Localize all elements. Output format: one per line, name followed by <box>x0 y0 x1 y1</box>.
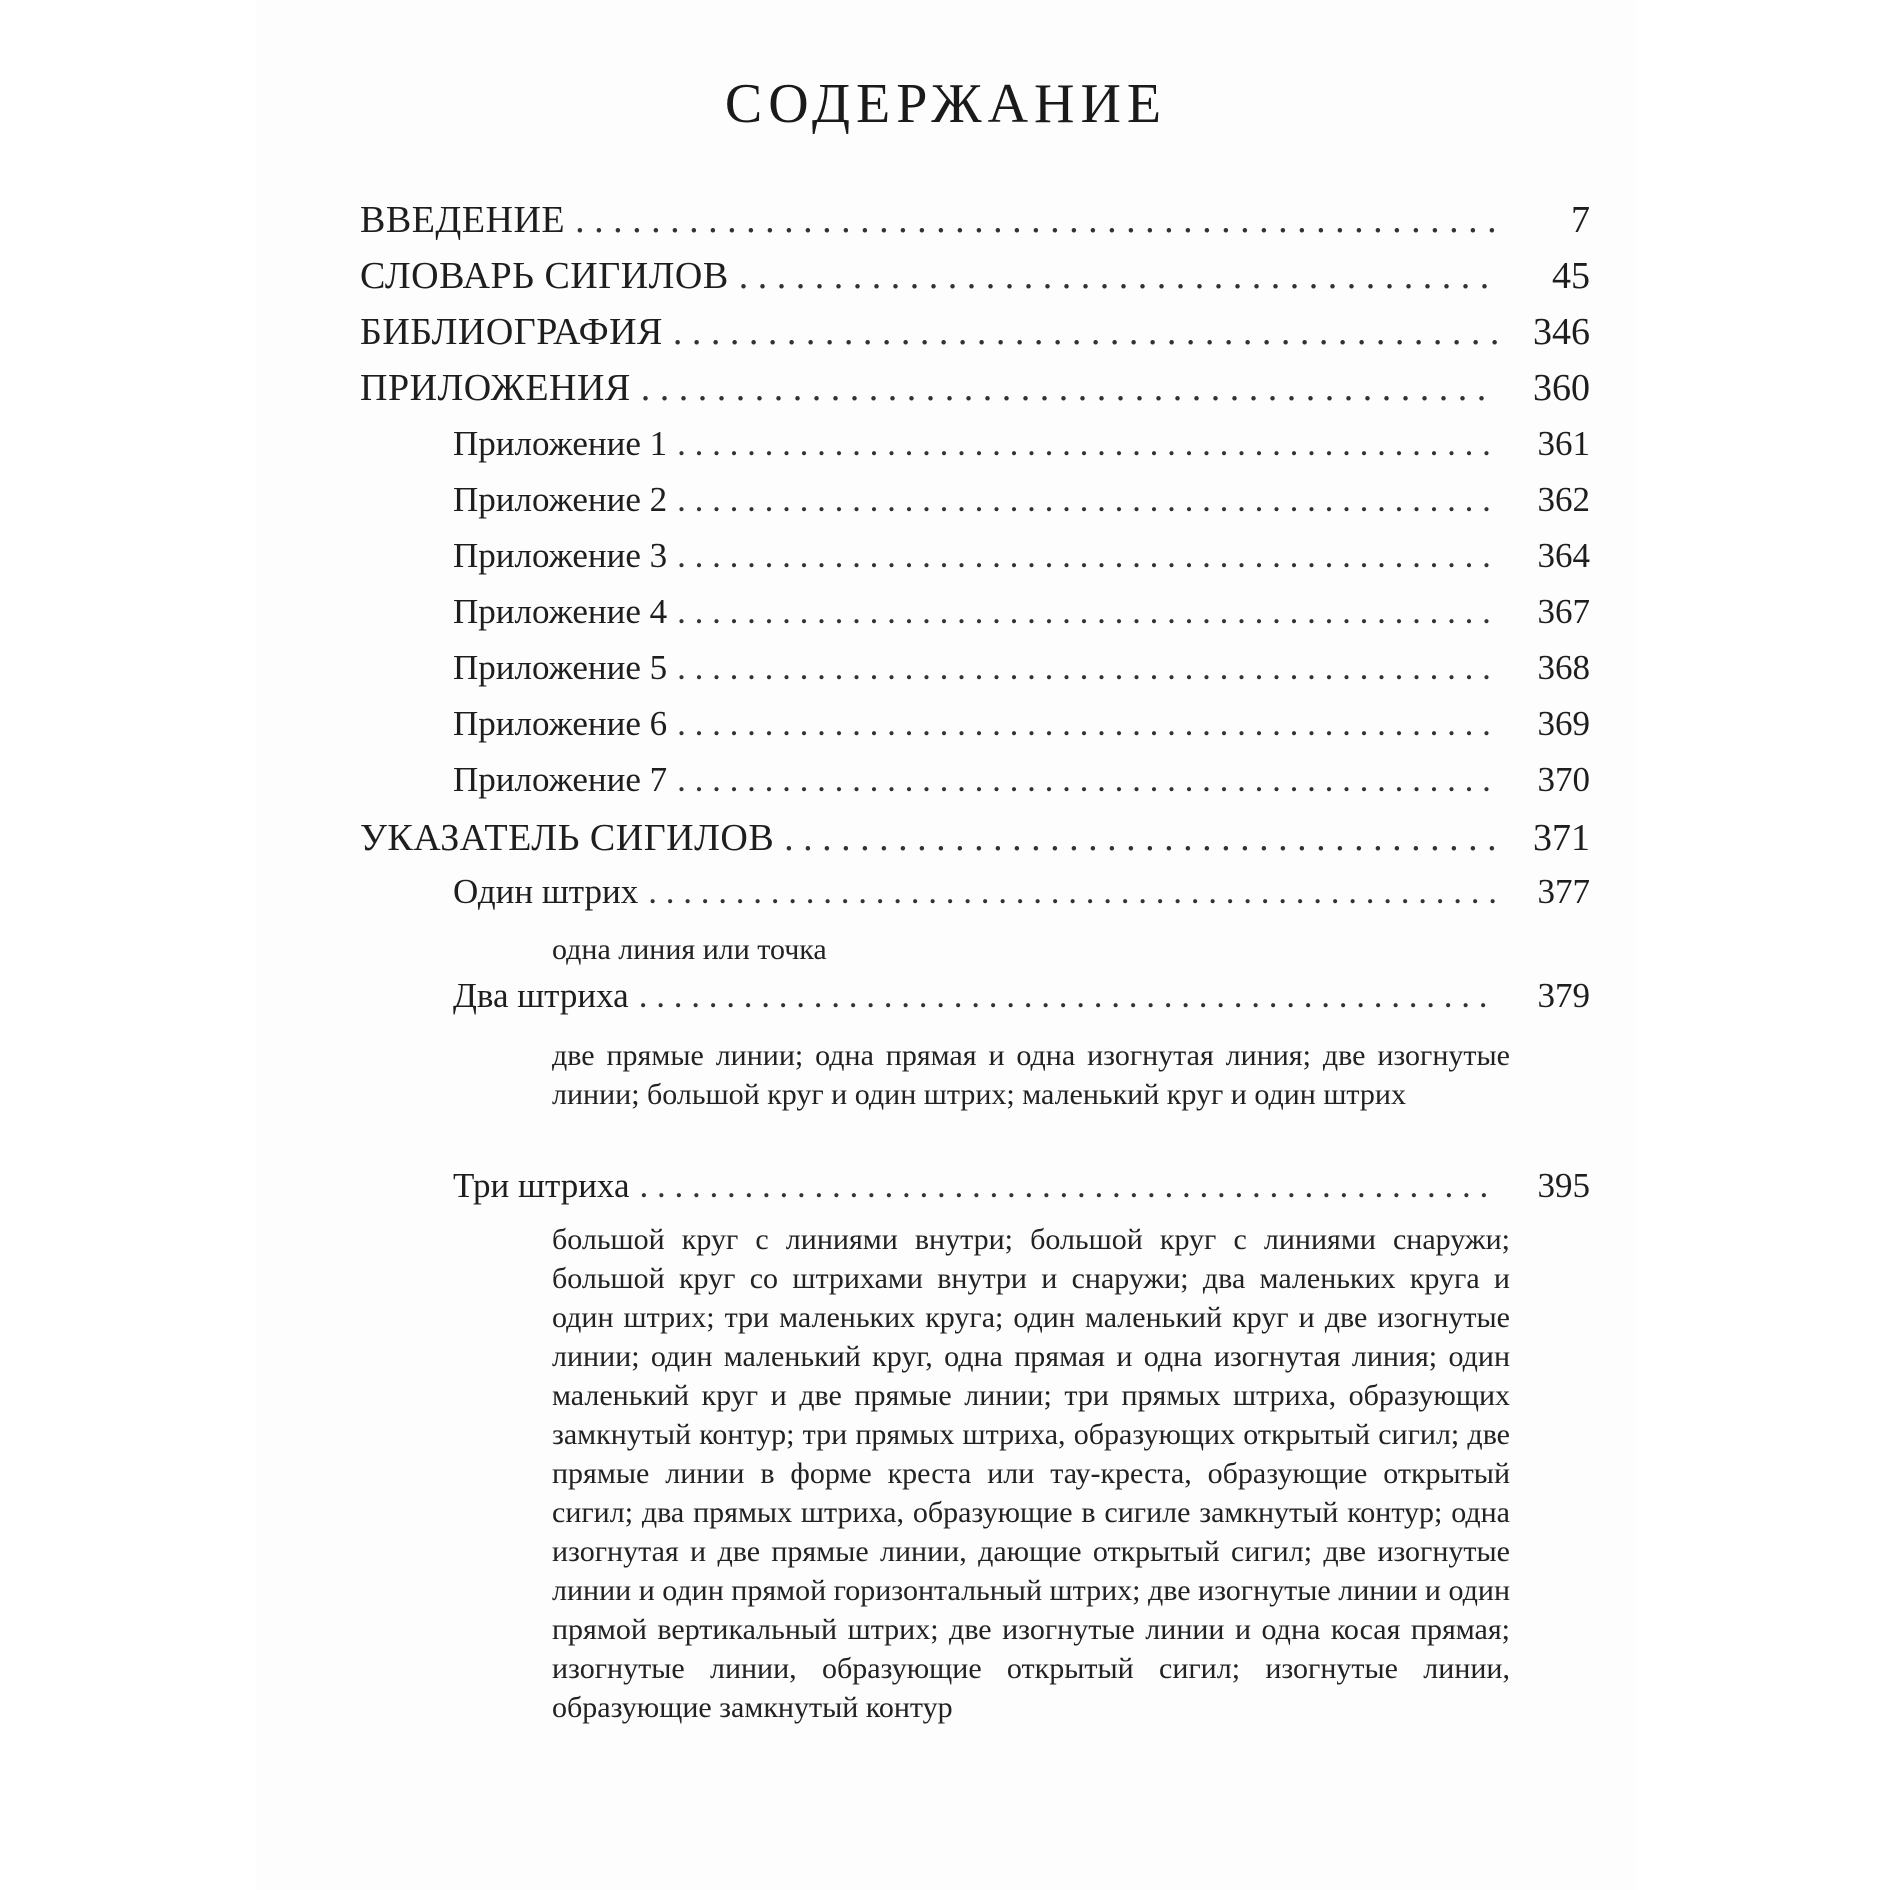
toc-entry-label: СЛОВАРЬ СИГИЛОВ <box>360 255 729 297</box>
toc-entry-page: 346 <box>1533 311 1590 353</box>
toc-entry-label: Приложение 2 <box>453 480 668 519</box>
toc-entry-label: Приложение 3 <box>453 536 668 575</box>
toc-entry-page: 360 <box>1533 367 1590 409</box>
toc-entry-label: Приложение 4 <box>453 592 668 631</box>
toc-entry-label: Три штриха <box>453 1166 630 1205</box>
toc-entry-label: Один штрих <box>453 872 639 911</box>
leader-dots <box>677 536 1498 576</box>
toc-entry-page: 367 <box>1537 592 1590 631</box>
leader-dots <box>677 704 1498 744</box>
toc-entry-appendix-5[interactable] <box>453 648 1590 688</box>
toc-entry-label: Приложение 1 <box>453 424 668 463</box>
leader-dots <box>677 648 1498 688</box>
leader-dots <box>673 310 1498 354</box>
toc-entry-appendix-6[interactable] <box>453 704 1590 744</box>
toc-entry-label: Приложение 7 <box>453 760 668 799</box>
toc-entry-appendix-7[interactable] <box>453 760 1590 800</box>
toc-entry-label: ВВЕДЕНИЕ <box>360 199 566 241</box>
toc-entry-page: 7 <box>1571 199 1590 241</box>
leader-dots <box>677 480 1498 520</box>
toc-entry-page: 395 <box>1537 1166 1590 1205</box>
toc-entry-two-strokes[interactable] <box>453 976 1590 1016</box>
leader-dots <box>575 198 1498 242</box>
leader-dots <box>648 872 1498 912</box>
toc-entry-appendix-2[interactable] <box>453 480 1590 520</box>
leader-dots <box>739 254 1498 298</box>
toc-entry-page: 368 <box>1537 648 1590 687</box>
toc-entry-page: 45 <box>1552 255 1590 297</box>
toc-entry-appendix-3[interactable] <box>453 536 1590 576</box>
toc-entry-three-strokes[interactable] <box>453 1166 1590 1206</box>
toc-entry-appendix-4[interactable] <box>453 592 1590 632</box>
leader-dots <box>640 1166 1498 1206</box>
leader-dots <box>639 976 1498 1016</box>
one-stroke-description: одна линия или точка <box>552 933 827 966</box>
toc-entry-label: ПРИЛОЖЕНИЯ <box>360 367 631 409</box>
leader-dots <box>784 816 1498 860</box>
toc-entry-one-stroke[interactable] <box>453 872 1590 912</box>
toc-entry-sigil-index[interactable] <box>360 816 1590 860</box>
toc-entry-introduction[interactable] <box>360 198 1590 242</box>
toc-entry-bibliography[interactable] <box>360 310 1590 354</box>
leader-dots <box>641 366 1498 410</box>
leader-dots <box>677 592 1498 632</box>
three-strokes-description: большой круг с линиями внутри; большой круг с линиями снаружи; большой круг со штрихами внутри и снаружи; два маленьких круга и один штрих; три маленьких круга; один маленький круг и две изогнутые линии; один маленький круг, одна прямая и одна изогнутая линия; один маленький круг и две прямые линии; три прямых штриха, образующих замкнутый контур; три прямых штриха, образующих открытый сигил; две прямые линии в форме креста или тау-креста, образующие открытый сигил; два прямых штриха, образующие в сигиле замкнутый контур; одна изогнутая и две прямые линии, дающие открытый сигил; две изогнутые линии и один прямой горизонтальный штрих; две изогнутые линии и один прямой вертикальный штрих; две изогнутые линии и одна косая прямая; изогнутые линии, образующие открытый сигил; изогнутые линии, образующие замкнутый контур <box>552 1223 1510 1724</box>
toc-entry-label: Приложение 5 <box>453 648 668 687</box>
book-page <box>256 0 1636 1890</box>
toc-entry-label: Два штриха <box>453 976 629 1015</box>
toc-entry-page: 379 <box>1537 976 1590 1015</box>
leader-dots <box>677 760 1498 800</box>
page-title: СОДЕРЖАНИЕ <box>724 73 1168 135</box>
toc-entry-page: 361 <box>1537 424 1590 463</box>
toc-entry-page: 371 <box>1533 817 1590 859</box>
two-strokes-description: две прямые линии; одна прямая и одна изогнутая линия; две изогнутые линии; большой круг и один штрих; маленький круг и один штрих <box>552 1039 1510 1111</box>
toc-entry-label: Приложение 6 <box>453 704 668 743</box>
toc-entry-page: 364 <box>1537 536 1590 575</box>
toc-entry-page: 369 <box>1537 704 1590 743</box>
leader-dots <box>677 424 1498 464</box>
toc-entry-page: 370 <box>1537 760 1590 799</box>
toc-entry-appendices[interactable] <box>360 366 1590 410</box>
toc-entry-label: УКАЗАТЕЛЬ СИГИЛОВ <box>360 817 775 859</box>
toc-entry-label: БИБЛИОГРАФИЯ <box>360 311 663 353</box>
toc-entry-appendix-1[interactable] <box>453 424 1590 464</box>
toc-entry-page: 362 <box>1537 480 1590 519</box>
toc-entry-sigil-dictionary[interactable] <box>360 254 1590 298</box>
toc-entry-page: 377 <box>1537 872 1590 911</box>
